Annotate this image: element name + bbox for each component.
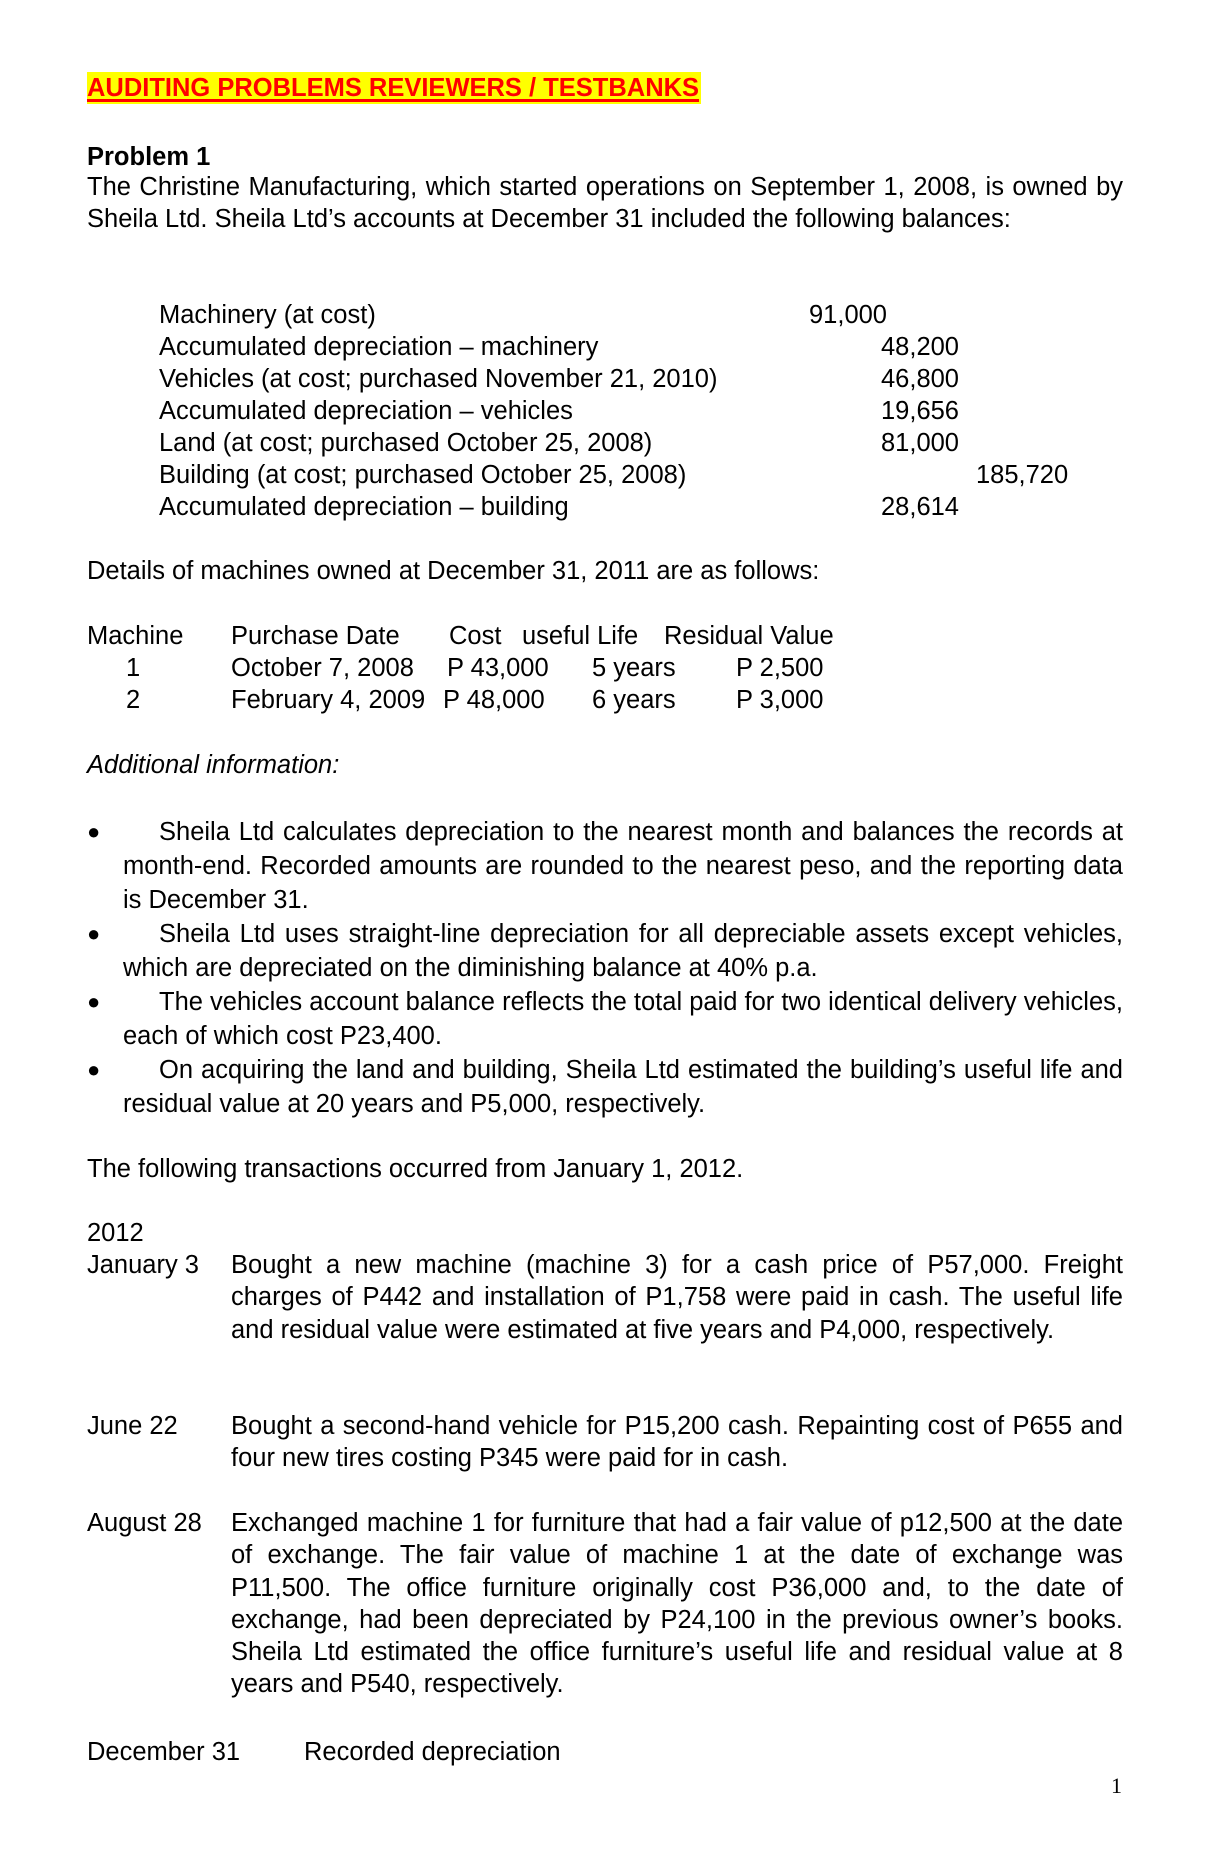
column-header: Residual Value — [664, 622, 834, 650]
balance-amount: 91,000 — [809, 301, 887, 329]
bullet-icon: ● — [87, 819, 101, 844]
table-cell: P 43,000 — [447, 654, 549, 682]
problem-heading: Problem 1 — [87, 143, 211, 171]
transaction-text: Bought a second-hand vehicle for P15,200 cash. Repainting cost of P655 and four new tires costing P345 were paid for in cash. — [231, 1412, 1123, 1473]
balance-amount: 81,000 — [881, 429, 959, 457]
transaction-entry — [87, 1507, 1123, 1701]
balance-label: Land (at cost; purchased October 25, 2008) — [159, 429, 653, 457]
list-item-text: On acquiring the land and building, Sheila Ltd estimated the building’s useful life and residual value at 20 years and P5,000, respectively. — [123, 1056, 1123, 1118]
list-item — [87, 815, 1123, 917]
balance-amount: 48,200 — [881, 333, 959, 361]
balance-amount: 28,614 — [881, 493, 959, 521]
machines-intro: Details of machines owned at December 31, 2011 are as follows: — [87, 557, 820, 585]
balance-amount: 185,720 — [976, 461, 1069, 489]
balance-label: Accumulated depreciation – building — [159, 493, 569, 521]
balance-amount: 19,656 — [881, 397, 959, 425]
list-item — [87, 917, 1123, 985]
table-cell: P 48,000 — [443, 686, 545, 714]
bullet-icon: ● — [87, 989, 101, 1014]
balance-label: Accumulated depreciation – machinery — [159, 333, 599, 361]
additional-info-heading: Additional information: — [87, 751, 340, 779]
transactions-intro: The following transactions occurred from January 1, 2012. — [87, 1155, 744, 1183]
balance-label: Machinery (at cost) — [159, 301, 376, 329]
table-cell: P 3,000 — [736, 686, 824, 714]
transaction-entry — [87, 1410, 1123, 1475]
transaction-text: Exchanged machine 1 for furniture that had a fair value of p12,500 at the date of exchange. The fair value of machine 1 at the date of exchange was P11,500. The office furniture originally cost P36,000 and, to the date of exchange, had been depreciated by P24,100 in the previous owner’s books. Sheila Ltd estimated the office furniture’s useful life and residual value at 8 years and P540, respectively. — [231, 1509, 1123, 1699]
balance-label: Vehicles (at cost; purchased November 21, 2010) — [159, 365, 718, 393]
table-cell: P 2,500 — [736, 654, 824, 682]
problem-intro: The Christine Manufacturing, which started operations on September 1, 2008, is owned by Sheila Ltd. Sheila Ltd’s accounts at December 31 included the following balances: — [87, 173, 1123, 234]
balance-label: Building (at cost; purchased October 25, 2008) — [159, 461, 687, 489]
table-cell: 5 years — [592, 654, 676, 682]
list-item — [87, 1053, 1123, 1121]
bullet-icon: ● — [87, 921, 101, 946]
transaction-date: December 31 — [87, 1738, 241, 1766]
transaction-date: June 22 — [87, 1412, 178, 1440]
list-item-text: Sheila Ltd uses straight-line depreciation for all depreciable assets except vehicles, which are depreciated on the diminishing balance at 40% p.a. — [123, 920, 1123, 982]
list-item — [87, 985, 1123, 1053]
transaction-date: August 28 — [87, 1509, 202, 1537]
table-cell: October 7, 2008 — [231, 654, 414, 682]
transaction-entry — [87, 1249, 1123, 1346]
table-cell: 6 years — [592, 686, 676, 714]
list-item-text: Sheila Ltd calculates depreciation to the nearest month and balances the records at month-end. Recorded amounts are rounded to the nearest peso, and the reporting data is December 31. — [123, 818, 1123, 914]
balance-label: Accumulated depreciation – vehicles — [159, 397, 573, 425]
column-header: Purchase Date — [231, 622, 400, 650]
transaction-text: Bought a new machine (machine 3) for a cash price of P57,000. Freight charges of P442 and installation of P1,758 were paid in cash. The useful life and residual value were estimated at five years and P4,000, respectively. — [231, 1251, 1123, 1344]
table-cell: 1 — [126, 654, 141, 682]
document-title: AUDITING PROBLEMS REVIEWERS / TESTBANKS — [87, 74, 700, 102]
column-header: useful Life — [522, 622, 639, 650]
table-cell: 2 — [126, 686, 141, 714]
transactions-year: 2012 — [87, 1219, 144, 1247]
column-header: Machine — [87, 622, 184, 650]
list-item-text: The vehicles account balance reflects the total paid for two identical delivery vehicles, each of which cost P23,400. — [123, 988, 1123, 1050]
bullet-icon: ● — [87, 1057, 101, 1082]
page-number: 1 — [1111, 1773, 1122, 1798]
column-header: Cost — [449, 622, 502, 650]
transaction-date: January 3 — [87, 1251, 199, 1279]
transaction-text: Recorded depreciation — [304, 1738, 561, 1766]
balance-amount: 46,800 — [881, 365, 959, 393]
table-cell: February 4, 2009 — [231, 686, 426, 714]
